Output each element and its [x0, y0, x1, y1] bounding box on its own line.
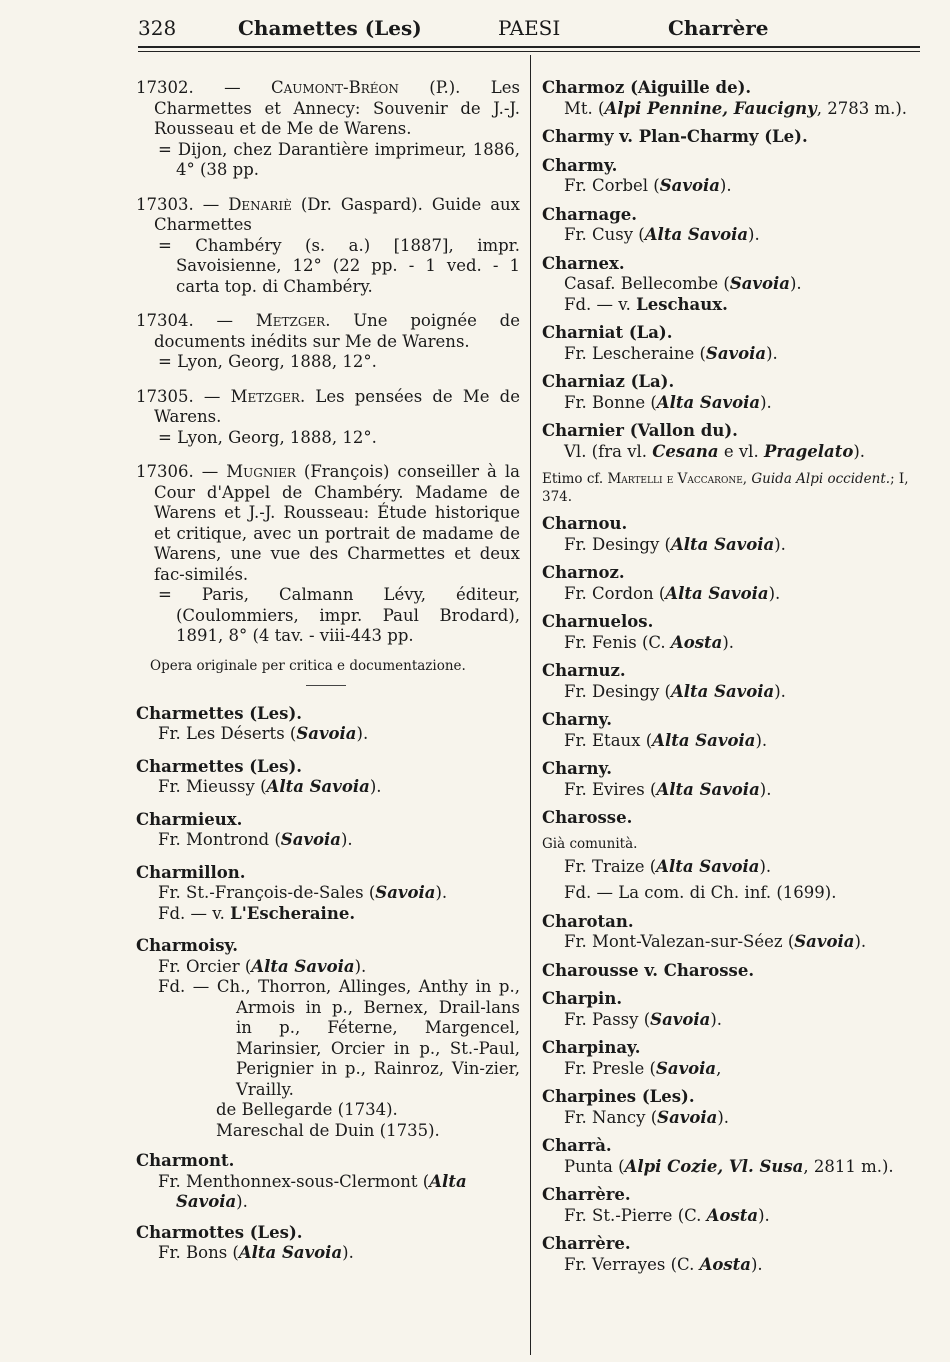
entry-location: Fr. Mont-Valezan-sur-Séez (Savoia). [564, 932, 867, 951]
bib-imprint: = Lyon, Georg, 1888, 12°. [158, 352, 377, 371]
entry-location: Fr. Etaux (Alta Savoia). [564, 730, 768, 750]
entry-name: Charnuz. [542, 661, 626, 680]
entry-region: Alta Savoia [656, 392, 761, 412]
header-left-title: Chamettes (Les) [238, 16, 422, 40]
header-rule-thin [138, 51, 920, 52]
entry-feudal: Fd. — v. L'Escheraine. [158, 903, 356, 923]
entry-location: Punta (Alpi Cozie, Vl. Susa, 2811 m.). [564, 1156, 894, 1176]
entry-region: Savoia [280, 830, 341, 849]
entry-name: Charniat (La). [542, 323, 673, 342]
entry-name: Charpinay. [542, 1038, 641, 1057]
entry-location: Casaf. Bellecombe (Savoia). [564, 274, 802, 293]
entry-location: Fr. Nancy (Savoia). [564, 1107, 730, 1127]
entry-region: Alta Savoia [656, 779, 760, 799]
entry-name: Charmettes (Les). [136, 756, 302, 776]
entry-region: Savoia [657, 1107, 718, 1127]
bib-imprint: = Paris, Calmann Lévy, éditeur, (Coulommiers, impr. Paul Brodard), 1891, 8° (4 tav. - viii-443 pp. [158, 585, 520, 645]
entry-region: Savoia [650, 1009, 711, 1029]
entry-region: Pragelato [763, 441, 854, 461]
entry-name: Charny. [542, 710, 612, 729]
entry-name: Charnuelos. [542, 612, 654, 631]
entry-name: Charmieux. [136, 809, 243, 829]
entry-region: Savoia [375, 883, 436, 902]
entry-location: Fr. St.-François-de-Sales (Savoia). [158, 883, 448, 902]
entry-region: Alta Savoia [665, 583, 769, 603]
bibliography-entry [136, 78, 520, 181]
column-divider [530, 55, 531, 1355]
gazetteer-entry [542, 759, 932, 800]
entry-location: Fr. Bonne (Alta Savoia). [564, 392, 772, 412]
gazetteer-entry [542, 1185, 932, 1226]
entry-region: Alta Savoia [670, 534, 775, 554]
bib-author: Mugnier [226, 462, 296, 481]
entry-location: Fr. Mieussy (Alta Savoia). [158, 777, 382, 796]
entry-name: Charmont. [136, 1151, 235, 1170]
entry-name: Charrère. [542, 1234, 631, 1253]
entry-name: Charrère. [542, 1185, 631, 1204]
entry-name: Charniaz (La). [542, 372, 675, 391]
entry-location: Fr. Presle (Savoia, [564, 1058, 722, 1078]
bib-author: Denariè [228, 194, 292, 214]
gazetteer-entry [542, 563, 932, 604]
header-rule [138, 46, 920, 48]
entry-name: Charmoisy. [136, 936, 238, 955]
etymology-note: Etimo cf. Martelli e Vaccarone, Guida Alpi occident.; I, 374. [542, 471, 909, 505]
entry-location: Fr. Traize (Alta Savoia). [564, 856, 772, 876]
entry-region: Aosta [706, 1205, 759, 1225]
entry-feudal-ref: L'Escheraine. [230, 903, 356, 923]
entry-name: Charnage. [542, 204, 637, 224]
bibliography-entry [136, 311, 520, 373]
bib-author: Metzger [255, 311, 326, 330]
entry-region: Alta Savoia [266, 777, 370, 796]
bib-imprint: = Lyon, Georg, 1888, 12°. [158, 427, 377, 447]
entry-feudal: Fd. — La com. di Ch. inf. (1699). [564, 883, 837, 902]
entry-name: Charmettes (Les). [136, 703, 302, 723]
entry-name: Charny. [542, 759, 612, 778]
entry-region: Alpi Cozie, Vl. Susa [624, 1156, 804, 1176]
entry-location: Fr. Verrayes (C. Aosta). [564, 1254, 763, 1274]
entry-name: Charnoz. [542, 563, 625, 582]
entry-name: Charmillon. [136, 862, 246, 882]
gazetteer-entry [542, 514, 932, 555]
gazetteer-entry [542, 1087, 932, 1128]
gazetteer-entry [542, 78, 932, 119]
entry-region: Alta Savoia [238, 1243, 343, 1262]
gazetteer-entry [542, 710, 932, 751]
bib-author: Caumont-Bréon [271, 78, 399, 97]
header-center-title: PAESI [498, 16, 561, 40]
section-divider [306, 685, 346, 686]
entry-name: Charnier (Vallon du). [542, 421, 738, 440]
entry-region: Savoia [705, 343, 767, 363]
entry-location: Fr. Orcier (Alta Savoia). [158, 956, 367, 976]
gazetteer-entry [542, 156, 932, 197]
entry-region: Aosta [699, 1254, 751, 1274]
entry-name: Charmy. [542, 155, 618, 175]
gazetteer-entry [542, 254, 932, 316]
gazetteer-entry [542, 961, 932, 982]
entry-location: Fr. Les Déserts (Savoia). [158, 724, 369, 743]
bib-author: Metzger [230, 386, 300, 406]
page-number: 328 [138, 16, 177, 40]
entry-location: Fr. Fenis (C. Aosta). [564, 632, 735, 652]
gazetteer-entry [542, 421, 932, 462]
gazetteer-entry [136, 936, 520, 977]
entry-location: Fr. Cusy (Alta Savoia). [564, 225, 760, 244]
entry-location: Fr. Bons (Alta Savoia). [158, 1243, 354, 1262]
entry-name: Charmy v. Plan-Charmy (Le). [542, 127, 808, 146]
entry-location: Fr. Corbel (Savoia). [564, 176, 732, 195]
entry-region: Alta Savoia [251, 956, 355, 976]
entry-location: Fr. St.-Pierre (C. Aosta). [564, 1205, 770, 1225]
entry-region: Alta Savoia [652, 730, 756, 750]
entry-location: Mt. (Alpi Pennine, Faucigny, 2783 m.). [564, 98, 908, 118]
gazetteer-entry [136, 704, 520, 745]
entry-location: Fr. Montrond (Savoia). [158, 830, 353, 849]
entry-name: Charnou. [542, 514, 628, 533]
gazetteer-entry [542, 1234, 932, 1275]
entry-location: Fr. Passy (Savoia). [564, 1009, 723, 1029]
entry-name: Charrà. [542, 1136, 612, 1155]
entry-location: Fr. Desingy (Alta Savoia). [564, 534, 786, 554]
gazetteer-entry [542, 912, 932, 953]
gazetteer-entry [136, 1223, 520, 1264]
entry-name: Charousse v. Charosse. [542, 960, 755, 980]
gazetteer-entry [542, 205, 932, 246]
gazetteer-entry [542, 127, 932, 148]
bibliography-entry [136, 387, 520, 449]
right-column [542, 78, 932, 1275]
bib-imprint: = Chambéry (s. a.) [1887], impr. Savoisienne, 12° (22 pp. - 1 ved. - 1 carta top. di Chambéry. [158, 235, 520, 296]
entry-region: Savoia [659, 176, 720, 195]
entry-location: Fr. Lescheraine (Savoia). [564, 343, 778, 363]
entry-region: Cesana [652, 441, 719, 461]
charmoisy-holder: Mareschal de Duin (1735). [216, 1120, 440, 1140]
entry-region: Savoia [655, 1058, 717, 1078]
bib-title: 17302. — Caumont-Bréon (P.). Les Charmettes et Annecy: Souvenir de J.-J. Rousseau et de Me de Warens. [136, 78, 520, 138]
gazetteer-entry [542, 661, 932, 702]
bib-title: 17304. — Metzger. Une poignée de documents inédits sur Me de Warens. [136, 311, 520, 351]
gazetteer-entry [542, 989, 932, 1030]
entry-note: Già comunità. [542, 835, 638, 852]
entry-name: Charnex. [542, 253, 625, 273]
entry-location: Fr. Desingy (Alta Savoia). [564, 681, 786, 701]
entry-name: Charotan. [542, 911, 634, 931]
gazetteer-entry [542, 1136, 932, 1177]
gazetteer-entry [136, 863, 520, 925]
entry-region: Alta Savoia [670, 681, 775, 701]
entry-region: Aosta [670, 632, 723, 652]
entry-location: Fr. Menthonnex-sous-Clermont (Alta Savoia). [158, 1171, 467, 1211]
bibliography-entry [136, 195, 520, 298]
header-right-title: Charrère [668, 16, 769, 40]
entry-region: Savoia [296, 724, 357, 743]
bibliography-entry [136, 462, 520, 647]
entry-name: Charmottes (Les). [136, 1222, 303, 1242]
charmoisy-feudal: Fd. — Ch., Thorron, Allinges, Anthy in p., Armois in p., Bernex, Drail-lans in p., Féterne, Margencel, Marinsier, Orcier in p., St.-Paul, Perignier in p., Rainroz, Vin-zier, Vrailly. [158, 977, 520, 1099]
gazetteer-entry [136, 810, 520, 851]
entry-region: Alta Savoia [176, 1171, 467, 1211]
left-column [136, 78, 520, 1264]
gazetteer-entry [542, 1038, 932, 1079]
entry-name: Charmoz (Aiguille de). [542, 78, 752, 97]
gazetteer-entry [542, 323, 932, 364]
bib-title: 17306. — Mugnier (François) conseiller à la Cour d'Appel de Chambéry. Madame de Warens et J.-J. Rousseau: Étude historique et critique, avec un portrait de madame de Warens, une vue des Charmettes et deux fac-similés. [136, 462, 520, 584]
gazetteer-entry [136, 757, 520, 798]
bib-imprint: = Dijon, chez Darantière imprimeur, 1886, 4° (38 pp. [158, 139, 520, 179]
gazetteer-entry [542, 372, 932, 413]
gazetteer-entry [136, 1151, 520, 1213]
critical-note: Opera originale per critica e documentazione. [150, 657, 466, 674]
page-header [0, 12, 950, 42]
gazetteer-entry [542, 612, 932, 653]
entry-name: Charpin. [542, 989, 623, 1008]
entry-region: Alta Savoia [644, 225, 749, 244]
entry-feudal-ref: Leschaux. [636, 294, 728, 314]
entry-name: Charpines (Les). [542, 1087, 695, 1106]
etymology-title: Guida Alpi occident. [751, 471, 891, 487]
entry-region: Savoia [794, 932, 855, 951]
entry-location: Vl. (fra vl. Cesana e vl. Pragelato). [564, 441, 866, 461]
entry-region: Alpi Pennine, Faucigny [604, 98, 817, 118]
etymology-authors: Martelli e Vaccarone [607, 471, 743, 487]
bib-title: 17305. — Metzger. Les pensées de Me de Warens. [136, 386, 520, 426]
charmoisy-holder: de Bellegarde (1734). [216, 1100, 398, 1119]
entry-location: Fr. Evires (Alta Savoia). [564, 779, 772, 799]
entry-region: Savoia [729, 274, 790, 293]
entry-location: Fr. Cordon (Alta Savoia). [564, 583, 781, 603]
gazetteer-entry [542, 808, 932, 904]
entry-feudal: Fd. — v. Leschaux. [564, 294, 728, 314]
entry-name: Charosse. [542, 808, 633, 827]
entry-region: Alta Savoia [656, 856, 760, 876]
bib-title: 17303. — Denariè (Dr. Gaspard). Guide aux Charmettes [136, 194, 520, 234]
